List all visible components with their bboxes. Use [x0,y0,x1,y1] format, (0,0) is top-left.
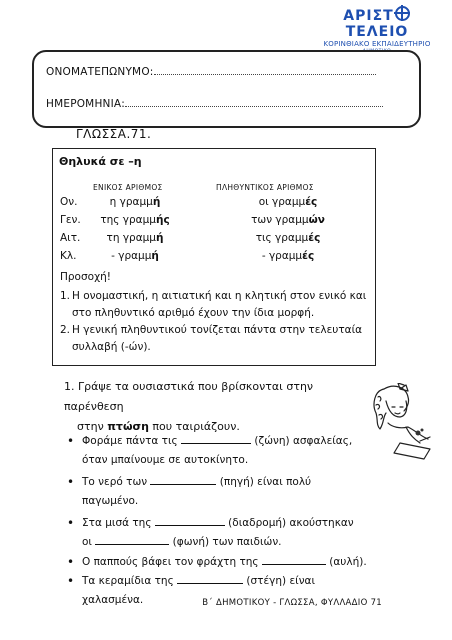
logo-title-right: ΤΕΛΕΙΟ [345,24,409,40]
case-label: Ον. [60,196,78,208]
case-keyword: πτώση [107,420,149,433]
date-line[interactable] [125,96,383,107]
page-footer: Β΄ ΔΗΜΟΤΙΚΟΥ - ΓΛΩΣΣΑ, ΦΥΛΛΑΔΙΟ 71 [202,598,382,608]
exercise-line-1: 1. Γράψε τα ουσιαστικά που βρίσκονται στην παρένθεση [64,380,314,413]
exercise-item: • Φοράμε πάντα τις (ζώνη) ασφαλείας, όταν μπαίνουμε σε αυτοκίνητο. [67,434,353,466]
logo-subtitle: ΚΟΡΙΝΘΙΑΚΟ ΕΚΠΑΙΔΕΥΤΗΡΙΟ [323,40,431,48]
bullet-icon: • [67,475,75,489]
bullet-icon: • [67,555,75,569]
plural-form: τις γραμμές [255,232,321,244]
name-line[interactable] [154,64,376,75]
exercise-item: • Τα κεραμίδια της (στέγη) είναι χαλασμένα. [67,574,316,606]
answer-blank[interactable] [95,534,169,545]
date-field[interactable] [46,96,383,110]
logo-cross-circle [395,6,410,21]
lesson-title: ΓΛΩΣΣΑ.71. [76,127,152,141]
answer-blank[interactable] [150,474,216,485]
school-logo [318,6,436,54]
answer-blank[interactable] [181,433,251,444]
answer-blank[interactable] [177,573,243,584]
logo-title [318,6,436,40]
bullet-icon: • [67,574,75,588]
name-label: ΟΝΟΜΑΤΕΠΩΝΥΜΟ: [46,66,154,78]
singular-form: - γραμμή [111,250,159,262]
case-label: Αιτ. [60,232,81,244]
singular-form: τη γραμμή [106,232,164,244]
singular-form: η γραμμή [109,196,161,208]
note-1: 1. Η ονομαστική, η αιτιατική και η κλητική στον ενικό και στο πληθυντικό αριθμό έχουν την ίδια μορφή. [60,290,367,319]
plural-form: των γραμμών [251,214,325,226]
exercise-item: • Ο παππούς βάφει τον φράχτη της (αυλή). [82,553,382,572]
logo-title-left: ΑΡΙΣΤ [343,8,394,24]
bullet-icon: • [67,516,75,530]
exercise-instructions [64,377,369,437]
grammar-rules-box [52,148,376,366]
exercise-line-2: στην πτώση που ταιριάζουν. [77,420,240,433]
case-label: Κλ. [60,250,77,262]
exercise-item: • Το νερό των (πηγή) είναι πολύ παγωμένο. [67,475,312,507]
rules-title: Θηλυκά σε –η [59,155,142,168]
exercise-item: • Στα μισά της (διαδρομή) ακούστηκαν οι (φωνή) των παιδιών. [67,516,354,548]
note-heading: Προσοχή! [60,271,111,283]
student-info-box [32,50,421,128]
answer-blank[interactable] [262,554,326,565]
singular-form: της γραμμής [100,214,170,226]
bullet-icon: • [67,434,75,448]
answer-blank[interactable] [155,515,225,526]
name-field[interactable] [46,64,376,78]
plural-form: οι γραμμές [258,196,318,208]
singular-header: ΕΝΙΚΟΣ ΑΡΙΘΜΟΣ [93,183,163,192]
case-label: Γεν. [60,214,81,226]
note-2: 2. Η γενική πληθυντικού τονίζεται πάντα στην τελευταία συλλαβή (-ών). [60,324,363,353]
date-label: ΗΜΕΡΟΜΗΝΙΑ: [46,98,126,110]
plural-form: - γραμμές [261,250,315,262]
plural-header: ΠΛΗΘΥΝΤΙΚΟΣ ΑΡΙΘΜΟΣ [216,183,314,192]
logo-level: ΔΗΜΟΤΙΚΟ [362,49,392,54]
